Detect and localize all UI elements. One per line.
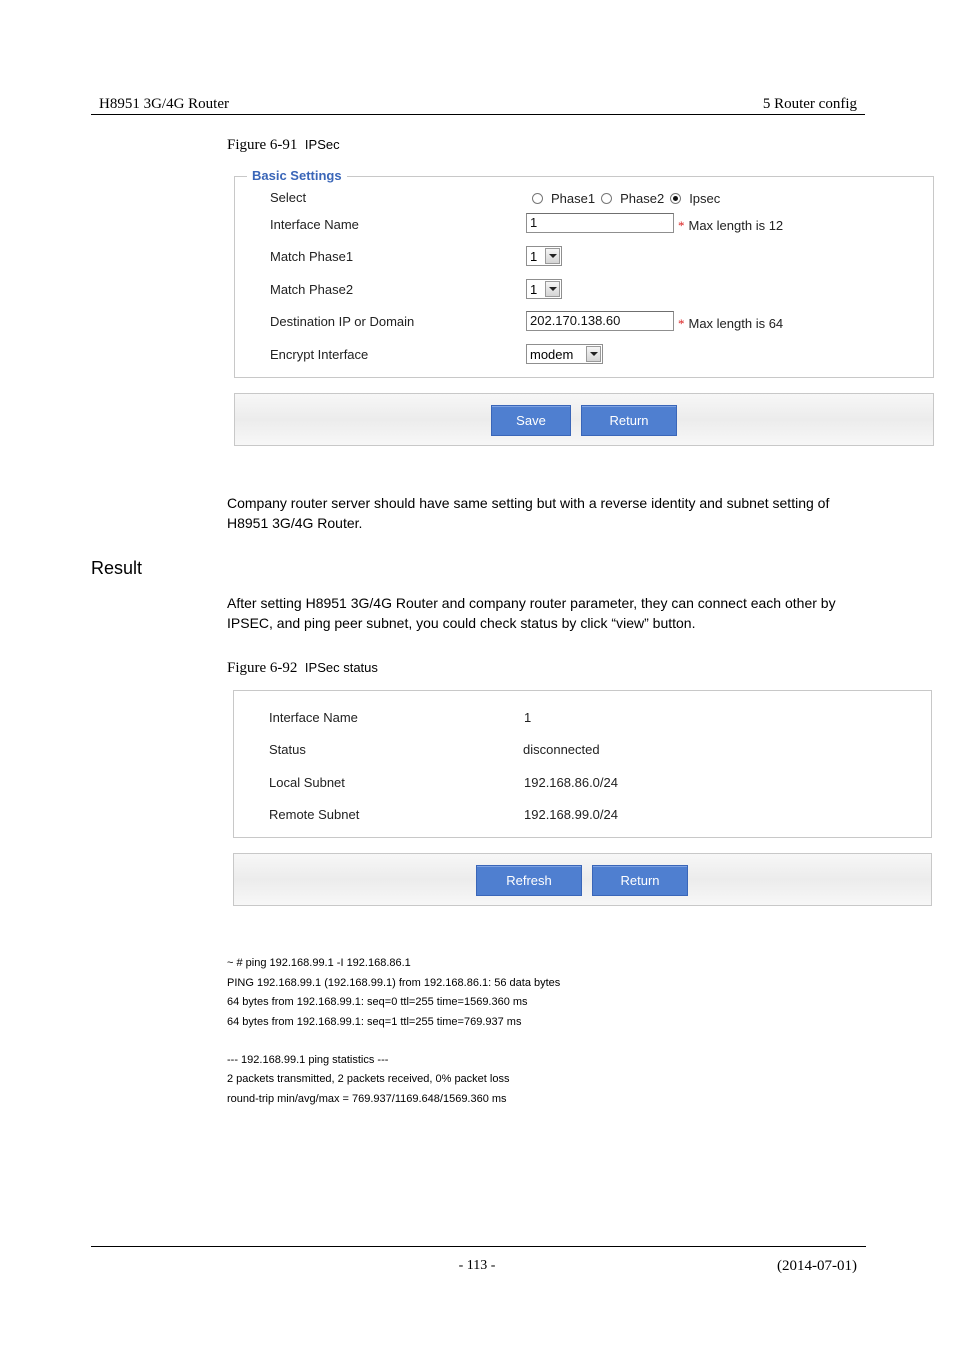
chevron-down-icon[interactable] <box>586 346 601 362</box>
match-phase1-select[interactable] <box>526 246 562 266</box>
match-phase1-value: 1 <box>530 248 538 264</box>
header-chapter: 5 Router config <box>762 96 857 112</box>
encrypt-interface-value: modem <box>530 346 574 362</box>
status-row-label: Local Subnet <box>269 775 345 790</box>
status-row-label: Status <box>269 742 306 757</box>
save-button[interactable]: Save <box>491 405 571 436</box>
figure-91-number: Figure 6-91 <box>227 137 298 153</box>
chevron-down-icon[interactable] <box>545 248 560 264</box>
status-row-value: disconnected <box>523 742 600 757</box>
paragraph-result: After setting H8951 3G/4G Router and company router parameter, they can connect each other by IPSEC, and ping peer subnet, you could check status by click “view” button. <box>227 595 836 631</box>
ping-line: ~ # ping 192.168.99.1 -I 192.168.86.1 <box>227 957 411 969</box>
figure-91-label: IPSec <box>304 137 340 152</box>
status-button-bar <box>233 853 932 906</box>
status-row-value: 192.168.99.0/24 <box>524 807 618 822</box>
phase1-radio[interactable] <box>532 193 543 204</box>
required-mark: * <box>678 218 685 233</box>
footer-rule <box>91 1246 866 1247</box>
ping-line: --- 192.168.99.1 ping statistics --- <box>227 1054 389 1066</box>
figure-92-number: Figure 6-92 <box>227 660 298 676</box>
page-number: - 113 - <box>458 1258 496 1273</box>
ping-line: round-trip min/avg/max = 769.937/1169.648/1569.360 ms <box>227 1093 507 1105</box>
phase2-radio-label: Phase2 <box>620 191 665 206</box>
match-phase2-value: 1 <box>530 281 538 297</box>
refresh-button[interactable]: Refresh <box>476 865 582 896</box>
ping-line: 2 packets transmitted, 2 packets received, 0% packet loss <box>227 1073 510 1085</box>
status-row-label: Interface Name <box>269 710 358 725</box>
figure-92-caption <box>227 660 378 677</box>
phase2-radio[interactable] <box>601 193 612 204</box>
figure-92-label: IPSec status <box>304 660 378 675</box>
header-title: H8951 3G/4G Router <box>99 96 229 112</box>
figure-91-caption <box>227 137 340 154</box>
ipsec-radio-label: Ipsec <box>689 191 721 206</box>
select-label: Select <box>270 190 307 205</box>
status-row-value: 192.168.86.0/24 <box>524 775 618 790</box>
interface-name-label: Interface Name <box>270 217 359 232</box>
paragraph-company-router: Company router server should have same setting but with a reverse identity and subnet setting of H8951 3G/4G Router. <box>227 495 830 531</box>
encrypt-interface-label: Encrypt Interface <box>270 347 369 362</box>
return-button[interactable]: Return <box>581 405 677 436</box>
ping-line: PING 192.168.99.1 (192.168.99.1) from 192.168.86.1: 56 data bytes <box>227 977 561 989</box>
phase1-radio-label: Phase1 <box>551 191 596 206</box>
phase-radio-group <box>532 191 720 206</box>
ipsec-radio[interactable] <box>670 193 681 204</box>
match-phase2-select[interactable] <box>526 279 562 299</box>
encrypt-interface-select[interactable] <box>526 344 603 364</box>
header-rule <box>91 114 865 115</box>
destination-input[interactable]: 202.170.138.60 <box>526 311 674 331</box>
interface-name-hint: Max length is 12 <box>688 218 784 233</box>
destination-hint: Max length is 64 <box>688 316 784 331</box>
section-heading-result: Result <box>91 558 143 578</box>
required-mark: * <box>678 316 685 331</box>
match-phase1-label: Match Phase1 <box>270 249 354 264</box>
status-row-label: Remote Subnet <box>269 807 360 822</box>
destination-hint-group <box>678 315 783 333</box>
interface-name-hint-group <box>678 217 783 235</box>
match-phase2-label: Match Phase2 <box>270 282 354 297</box>
return-button[interactable]: Return <box>592 865 688 896</box>
interface-name-input[interactable]: 1 <box>526 213 674 233</box>
chevron-down-icon[interactable] <box>545 281 560 297</box>
status-row-value: 1 <box>524 710 532 725</box>
footer-date: (2014-07-01) <box>777 1258 857 1274</box>
basic-settings-legend: Basic Settings <box>247 168 347 183</box>
ping-line: 64 bytes from 192.168.99.1: seq=0 ttl=255 time=1569.360 ms <box>227 996 528 1008</box>
ping-line: 64 bytes from 192.168.99.1: seq=1 ttl=255 time=769.937 ms <box>227 1016 522 1028</box>
destination-label: Destination IP or Domain <box>270 314 415 329</box>
